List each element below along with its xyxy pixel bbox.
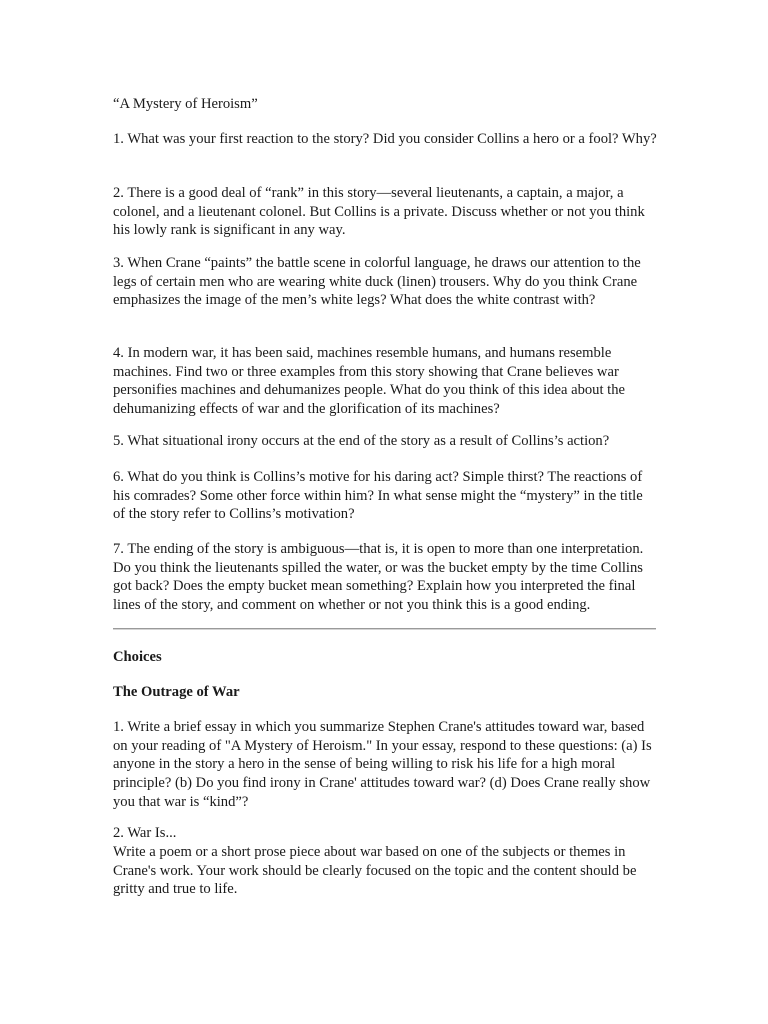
choices-heading: Choices [113, 649, 162, 665]
section-divider [113, 628, 656, 630]
question-1: 1. What was your first reaction to the story? Did you consider Collins a hero or a fool? Why? [113, 131, 657, 147]
choice-item-2-body: Write a poem or a short prose piece about war based on one of the subjects or themes in Crane's work. Your work should be clearly focused on the topic and the content should be gritty and true to life. [113, 844, 637, 898]
question-6: 6. What do you think is Collins’s motive for his daring act? Simple thirst? The reactions of his comrades? Some other force within him? In what sense might the “mystery” in the title of the story refer to Collins’s motivation? [113, 469, 643, 523]
section-heading: The Outrage of War [113, 684, 240, 700]
document-title: “A Mystery of Heroism” [113, 96, 258, 112]
question-2: 2. There is a good deal of “rank” in this story—several lieutenants, a captain, a major, a colonel, and a lieutenant colonel. But Collins is a private. Discuss whether or not you think his lowly rank is significant in any way. [113, 185, 645, 239]
question-4: 4. In modern war, it has been said, machines resemble humans, and humans resemble machines. Find two or three examples from this story showing that Crane believes war personifies machines and dehumanizes people. What do you think of this idea about the dehumanizing effects of war and the glorification of its machines? [113, 345, 625, 418]
question-3: 3. When Crane “paints” the battle scene in colorful language, he draws our attention to the legs of certain men who are wearing white duck (linen) trousers. Why do you think Crane emphasizes the image of the men’s white legs? What does the white contrast with? [113, 255, 641, 309]
choice-item-2-title: 2. War Is... [113, 825, 177, 841]
question-5: 5. What situational irony occurs at the end of the story as a result of Collins’s action? [113, 433, 610, 449]
question-7: 7. The ending of the story is ambiguous—that is, it is open to more than one interpretation. Do you think the lieutenants spilled the water, or was the bucket empty by the time Collins got back? Does the empty bucket mean something? Explain how you interpreted the final lines of the story, and comment on whether or not you think this is a good ending. [113, 541, 644, 614]
choice-item-1: 1. Write a brief essay in which you summarize Stephen Crane's attitudes toward war, based on your reading of "A Mystery of Heroism." In your essay, respond to these questions: (a) Is anyone in the story a hero in the sense of being willing to risk his life for a high moral principle? (b) Do you find irony in Crane' attitudes toward war? (d) Does Crane really show you that war is “kind”? [113, 719, 652, 810]
